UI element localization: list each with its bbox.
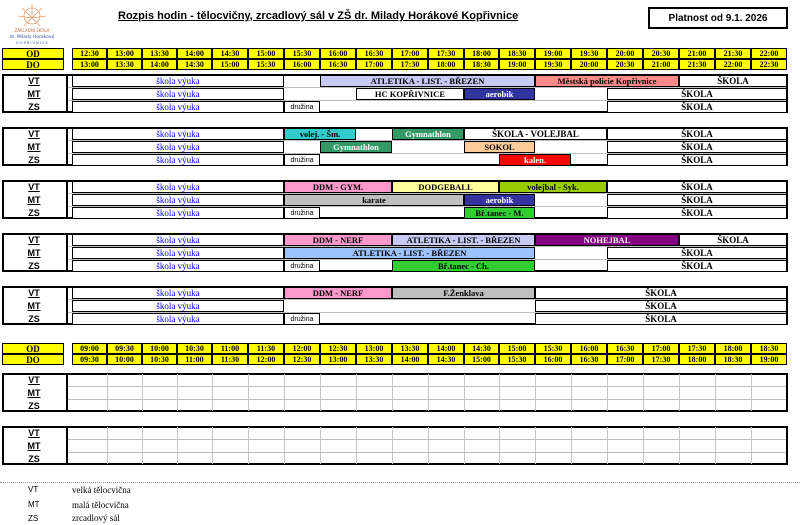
block-volej-sm: volej. - Šm.	[284, 128, 356, 140]
grid-line	[751, 427, 752, 464]
bottom-header-do-time: 10:30	[142, 354, 177, 365]
group-divider	[66, 180, 68, 219]
row-label-vt: VT	[28, 182, 40, 192]
bottom-header-od-time: 10:30	[177, 343, 212, 354]
block-sokol: SOKOL	[464, 141, 535, 153]
block-skola: ŠKOLA	[679, 75, 787, 87]
grid-line	[142, 427, 143, 464]
grid-line	[212, 374, 213, 411]
block-gymnathlon: Gymnathlon	[320, 141, 392, 153]
block-f-zenklava: F.Ženklava	[392, 287, 535, 299]
bottom-header-od-time: 16:00	[571, 343, 607, 354]
row-label-vt: VT	[28, 375, 40, 385]
top-header-do-time: 13:00	[72, 59, 107, 70]
top-header-od-time: 13:30	[142, 48, 177, 59]
bottom-header-do-label: DO	[2, 354, 64, 365]
row-label-zs: ZS	[28, 401, 40, 411]
row-label-vt: VT	[28, 129, 40, 139]
block-druzina: družina	[284, 313, 320, 325]
row-label-mt: MT	[27, 388, 41, 398]
top-header-od-time: 16:30	[356, 48, 392, 59]
block-skola-vyuka: škola výuka	[72, 101, 284, 113]
top-header-od-time: 20:30	[643, 48, 679, 59]
top-header-od-time: 16:00	[320, 48, 356, 59]
grid-line	[107, 427, 108, 464]
row-label-vt: VT	[28, 428, 40, 438]
top-header-od-time: 14:00	[177, 48, 212, 59]
bottom-header-do-time: 18:00	[679, 354, 715, 365]
bottom-header-od-time: 09:00	[72, 343, 107, 354]
top-header-do-time: 17:00	[356, 59, 392, 70]
block-skola-vyuka: škola výuka	[72, 75, 284, 87]
top-header-do-time: 18:00	[428, 59, 464, 70]
row-label-mt: MT	[27, 195, 41, 205]
group-divider	[66, 373, 68, 412]
legend-text-zs: zrcadlový sál	[72, 513, 120, 523]
svg-text:dr. Milady Horákové: dr. Milady Horákové	[9, 35, 55, 40]
block-skola-vyuka: škola výuka	[72, 88, 284, 100]
bottom-header-do-time: 14:30	[428, 354, 464, 365]
bottom-header-do-time: 14:00	[392, 354, 428, 365]
top-header-do-time: 16:00	[284, 59, 320, 70]
grid-line	[320, 374, 321, 411]
block-kalen: kalen.	[499, 154, 571, 166]
block-skola-vyuka: škola výuka	[72, 300, 284, 312]
grid-line	[248, 374, 249, 411]
bottom-header-do-time: 15:00	[464, 354, 499, 365]
legend-divider	[0, 482, 800, 483]
bottom-header-od-time: 12:00	[284, 343, 320, 354]
bottom-header-od-time: 13:00	[356, 343, 392, 354]
grid-line	[248, 427, 249, 464]
grid-line	[320, 427, 321, 464]
row-label-vt: VT	[28, 235, 40, 245]
bottom-header-do-time: 17:00	[607, 354, 643, 365]
block-skola-vyuka: škola výuka	[72, 194, 284, 206]
grid-line	[571, 427, 572, 464]
block-skola: ŠKOLA	[607, 128, 787, 140]
block-skola: ŠKOLA	[607, 154, 787, 166]
block-hc-koprivnice: HC KOPŘIVNICE	[356, 88, 464, 100]
legend-text-mt: malá tělocvična	[72, 500, 129, 510]
top-header-od-time: 21:30	[715, 48, 751, 59]
row-label-zs: ZS	[28, 454, 40, 464]
row-label-mt: MT	[27, 89, 41, 99]
block-skola-vyuka: škola výuka	[72, 260, 284, 272]
top-header-do-time: 22:30	[751, 59, 787, 70]
top-header-do-time: 22:00	[715, 59, 751, 70]
bottom-header-do-time: 15:30	[499, 354, 535, 365]
group-divider	[66, 286, 68, 325]
bottom-header-do-time: 16:00	[535, 354, 571, 365]
bottom-header-od-time: 11:00	[212, 343, 248, 354]
grid-line	[107, 374, 108, 411]
block-druzina: družina	[284, 101, 320, 113]
bottom-header-do-time: 17:30	[643, 354, 679, 365]
block-skola: ŠKOLA	[535, 300, 787, 312]
grid-line	[535, 427, 536, 464]
svg-text:ZÁKLADNÍ ŠKOLA: ZÁKLADNÍ ŠKOLA	[14, 28, 50, 33]
grid-line	[392, 374, 393, 411]
row-label-zs: ZS	[28, 261, 40, 271]
block-mestska-policie: Městská policie Kopřivnice	[535, 75, 679, 87]
bottom-header-od-time: 16:30	[607, 343, 643, 354]
top-header-od-label: OD	[2, 48, 64, 59]
block-skola: ŠKOLA	[607, 207, 787, 219]
top-header-od-time: 21:00	[679, 48, 715, 59]
block-skola: ŠKOLA	[679, 234, 787, 246]
block-nohejbal: NOHEJBAL	[535, 234, 679, 246]
top-header-do-time: 20:00	[571, 59, 607, 70]
top-header-do-time: 17:30	[392, 59, 428, 70]
grid-line	[177, 427, 178, 464]
bottom-header-do-time: 12:30	[284, 354, 320, 365]
grid-line	[284, 427, 285, 464]
group-divider	[66, 426, 68, 465]
row-label-mt: MT	[27, 142, 41, 152]
grid-line	[177, 374, 178, 411]
row-label-vt: VT	[28, 76, 40, 86]
block-skola: ŠKOLA	[607, 247, 787, 259]
legend-text-vt: velká tělocvična	[72, 485, 131, 495]
block-br-tanec-m: Bř.tanec - M.	[464, 207, 535, 219]
top-header-od-time: 13:00	[107, 48, 142, 59]
bottom-header-od-time: 14:30	[464, 343, 499, 354]
top-header-od-time: 19:00	[535, 48, 571, 59]
row-label-mt: MT	[27, 248, 41, 258]
grid-line	[535, 374, 536, 411]
top-header-do-time: 20:30	[607, 59, 643, 70]
block-volejbal-syk: volejbal - Syk.	[499, 181, 607, 193]
block-druzina: družina	[284, 207, 320, 219]
block-ddm-gym: DDM - GYM.	[284, 181, 392, 193]
block-druzina: družina	[284, 154, 320, 166]
top-header-do-time: 16:30	[320, 59, 356, 70]
block-skola: ŠKOLA	[607, 141, 787, 153]
legend-code-zs: ZS	[28, 514, 39, 523]
bottom-header-do-time: 12:00	[248, 354, 284, 365]
top-header-do-time: 13:30	[107, 59, 142, 70]
svg-text:K O P Ř I V N I C E: K O P Ř I V N I C E	[16, 41, 48, 45]
row-label-mt: MT	[27, 441, 41, 451]
grid-line	[284, 374, 285, 411]
row-label-zs: ZS	[28, 208, 40, 218]
top-header-do-time: 19:30	[535, 59, 571, 70]
top-header-od-time: 17:00	[392, 48, 428, 59]
top-header-do-time: 15:30	[248, 59, 284, 70]
bottom-header-do-time: 11:30	[212, 354, 248, 365]
block-skola: ŠKOLA	[535, 313, 787, 325]
grid-line	[751, 374, 752, 411]
block-aerobik: aerobik	[464, 194, 535, 206]
top-header-do-time: 14:00	[142, 59, 177, 70]
top-header-do-time: 19:00	[499, 59, 535, 70]
bottom-header-do-time: 10:00	[107, 354, 142, 365]
block-skola-vyuka: škola výuka	[72, 128, 284, 140]
bottom-header-od-time: 15:00	[499, 343, 535, 354]
bottom-header-od-time: 12:30	[320, 343, 356, 354]
row-label-zs: ZS	[28, 314, 40, 324]
block-atletika: ATLETIKA - LIST. - BŘEZEN	[320, 75, 535, 87]
bottom-header-od-time: 14:00	[428, 343, 464, 354]
row-label-vt: VT	[28, 288, 40, 298]
bottom-header-od-time: 18:30	[751, 343, 787, 354]
top-header-od-time: 14:30	[212, 48, 248, 59]
top-header-od-time: 22:00	[751, 48, 787, 59]
grid-line	[715, 374, 716, 411]
top-header-od-time: 18:30	[499, 48, 535, 59]
grid-line	[607, 427, 608, 464]
block-skola-volejbal: ŠKOLA - VOLEJBAL	[464, 128, 607, 140]
room-group-7	[2, 426, 788, 465]
legend-code-vt: VT	[28, 485, 39, 494]
grid-line	[607, 374, 608, 411]
block-skola: ŠKOLA	[607, 260, 787, 272]
block-skola: ŠKOLA	[607, 181, 787, 193]
validity-box: Platnost od 9.1. 2026	[648, 7, 788, 29]
bottom-header-do-time: 11:00	[177, 354, 212, 365]
grid-line	[356, 427, 357, 464]
bottom-header-od-time: 15:30	[535, 343, 571, 354]
top-header-do-time: 21:00	[643, 59, 679, 70]
grid-line	[212, 427, 213, 464]
grid-line	[679, 427, 680, 464]
bottom-header-od-time: 10:00	[142, 343, 177, 354]
top-header-do-time: 21:30	[679, 59, 715, 70]
block-karate: karate	[284, 194, 464, 206]
group-divider	[66, 233, 68, 272]
legend-code-mt: MT	[28, 500, 40, 509]
bottom-header-do-time: 16:30	[571, 354, 607, 365]
bottom-header-do-time: 18:30	[715, 354, 751, 365]
school-logo	[4, 2, 60, 46]
grid-line	[356, 374, 357, 411]
block-skola-vyuka: škola výuka	[72, 247, 284, 259]
bottom-header-od-time: 11:30	[248, 343, 284, 354]
block-skola: ŠKOLA	[607, 88, 787, 100]
block-atletika: ATLETIKA - LIST. - BŘEZEN	[284, 247, 535, 259]
block-druzina: družina	[284, 260, 320, 272]
grid-line	[571, 374, 572, 411]
bottom-header-do-time: 09:30	[72, 354, 107, 365]
bottom-header-od-time: 18:00	[715, 343, 751, 354]
grid-line	[679, 374, 680, 411]
top-header-do-time: 15:00	[212, 59, 248, 70]
grid-line	[142, 374, 143, 411]
grid-line	[715, 427, 716, 464]
block-skola-vyuka: škola výuka	[72, 154, 284, 166]
group-divider	[66, 127, 68, 166]
block-aerobik: aerobik	[464, 88, 535, 100]
block-skola: ŠKOLA	[607, 194, 787, 206]
grid-line	[499, 427, 500, 464]
block-skola: ŠKOLA	[607, 101, 787, 113]
top-header-od-time: 17:30	[428, 48, 464, 59]
block-skola: ŠKOLA	[535, 287, 787, 299]
bottom-header-od-time: 09:30	[107, 343, 142, 354]
top-header-od-time: 15:30	[284, 48, 320, 59]
block-gymnathlon: Gymnathlon	[392, 128, 464, 140]
block-ddm-nerf: DDM - NERF	[284, 234, 392, 246]
block-skola-vyuka: škola výuka	[72, 313, 284, 325]
block-skola-vyuka: škola výuka	[72, 287, 284, 299]
block-dodgeball: DODGEBALL	[392, 181, 499, 193]
bottom-header-do-time: 13:30	[356, 354, 392, 365]
bottom-header-od-time: 17:30	[679, 343, 715, 354]
block-skola-vyuka: škola výuka	[72, 234, 284, 246]
top-header-do-time: 18:30	[464, 59, 499, 70]
grid-line	[464, 427, 465, 464]
row-label-mt: MT	[27, 301, 41, 311]
group-divider	[66, 74, 68, 113]
row-label-zs: ZS	[28, 102, 40, 112]
block-skola-vyuka: škola výuka	[72, 181, 284, 193]
block-skola-vyuka: škola výuka	[72, 207, 284, 219]
row-label-zs: ZS	[28, 155, 40, 165]
block-atletika: ATLETIKA - LIST. - BŘEZEN	[392, 234, 535, 246]
bottom-header-od-label: OD	[2, 343, 64, 354]
bottom-header-do-time: 19:00	[751, 354, 787, 365]
grid-line	[392, 427, 393, 464]
block-skola-vyuka: škola výuka	[72, 141, 284, 153]
top-header-od-time: 15:00	[248, 48, 284, 59]
block-ddm-nerf: DDM - NERF	[284, 287, 392, 299]
top-header-od-time: 18:00	[464, 48, 499, 59]
grid-line	[643, 374, 644, 411]
grid-line	[428, 374, 429, 411]
top-header-od-time: 12:30	[72, 48, 107, 59]
bottom-header-od-time: 13:30	[392, 343, 428, 354]
grid-line	[464, 374, 465, 411]
top-header-do-time: 14:30	[177, 59, 212, 70]
grid-line	[428, 427, 429, 464]
bottom-header-od-time: 17:00	[643, 343, 679, 354]
top-header-do-label: DO	[2, 59, 64, 70]
room-group-6	[2, 373, 788, 412]
top-header-od-time: 19:30	[571, 48, 607, 59]
page-title: Rozpis hodin - tělocvičny, zrcadlový sál v ZŠ dr. Milady Horákové Kopřivnice	[118, 10, 519, 22]
grid-line	[499, 374, 500, 411]
top-header-od-time: 20:00	[607, 48, 643, 59]
block-br-tanec-ch: Bř.tanec - Ch.	[392, 260, 535, 272]
grid-line	[643, 427, 644, 464]
bottom-header-do-time: 13:00	[320, 354, 356, 365]
